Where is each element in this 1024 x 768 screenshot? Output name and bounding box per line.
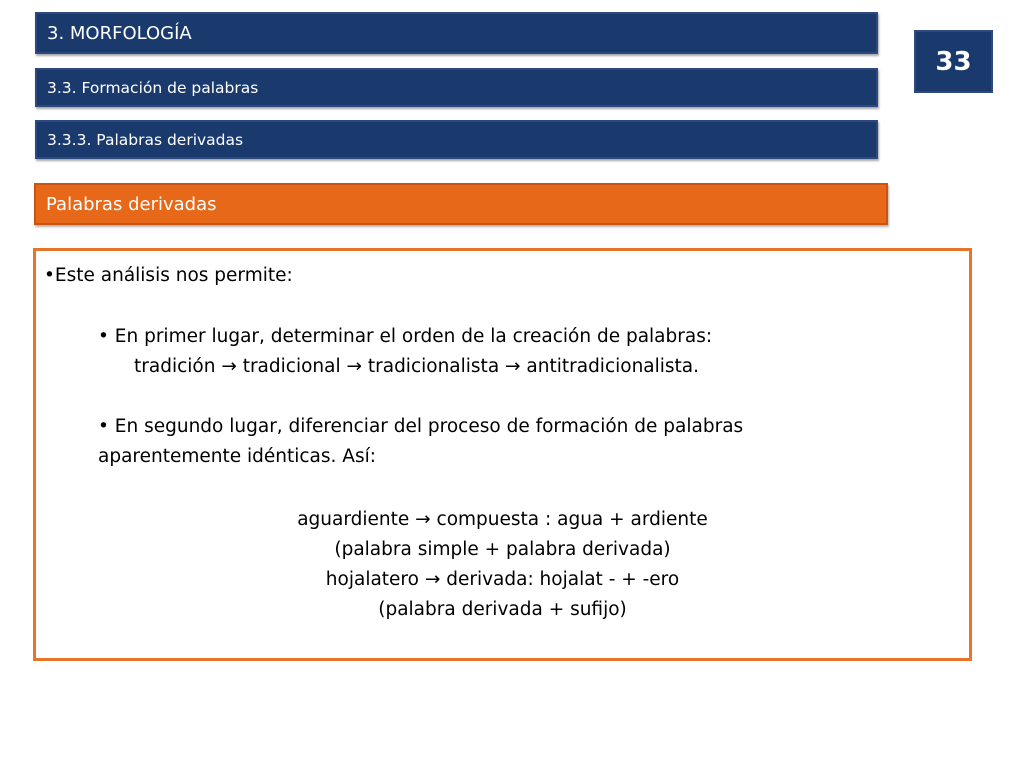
content-box [33,248,972,661]
page-number: 33 [914,30,993,93]
subsection-title: 3.3. Formación de palabras [47,78,259,97]
subsubsection-title: 3.3.3. Palabras derivadas [47,130,244,149]
bullet-point-2-continuation: aparentemente idénticas. Así: [98,446,376,467]
intro-bullet: •Este análisis nos permite: [44,265,293,286]
point-1-example: tradición → tradicional → tradicionalista → antitradicionalista. [134,356,700,377]
example-hojalatero-note: (palabra derivada + sufijo) [378,599,627,620]
example-aguardiente-note: (palabra simple + palabra derivada) [334,539,671,560]
slide-heading [34,183,888,225]
subsection-title-bar [35,68,878,107]
bullet-point-1: • En primer lugar, determinar el orden de la creación de palabras: [98,326,713,347]
subsubsection-title-bar [35,120,878,159]
example-aguardiente: aguardiente → compuesta : agua + ardiente [297,509,708,530]
bullet-point-2: • En segundo lugar, diferenciar del proceso de formación de palabras [98,416,744,437]
example-hojalatero: hojalatero → derivada: hojalat - + -ero [325,569,680,590]
section-title-bar [35,12,878,54]
section-title: 3. MORFOLOGÍA [47,22,192,44]
slide-heading-text: Palabras derivadas [46,193,217,215]
